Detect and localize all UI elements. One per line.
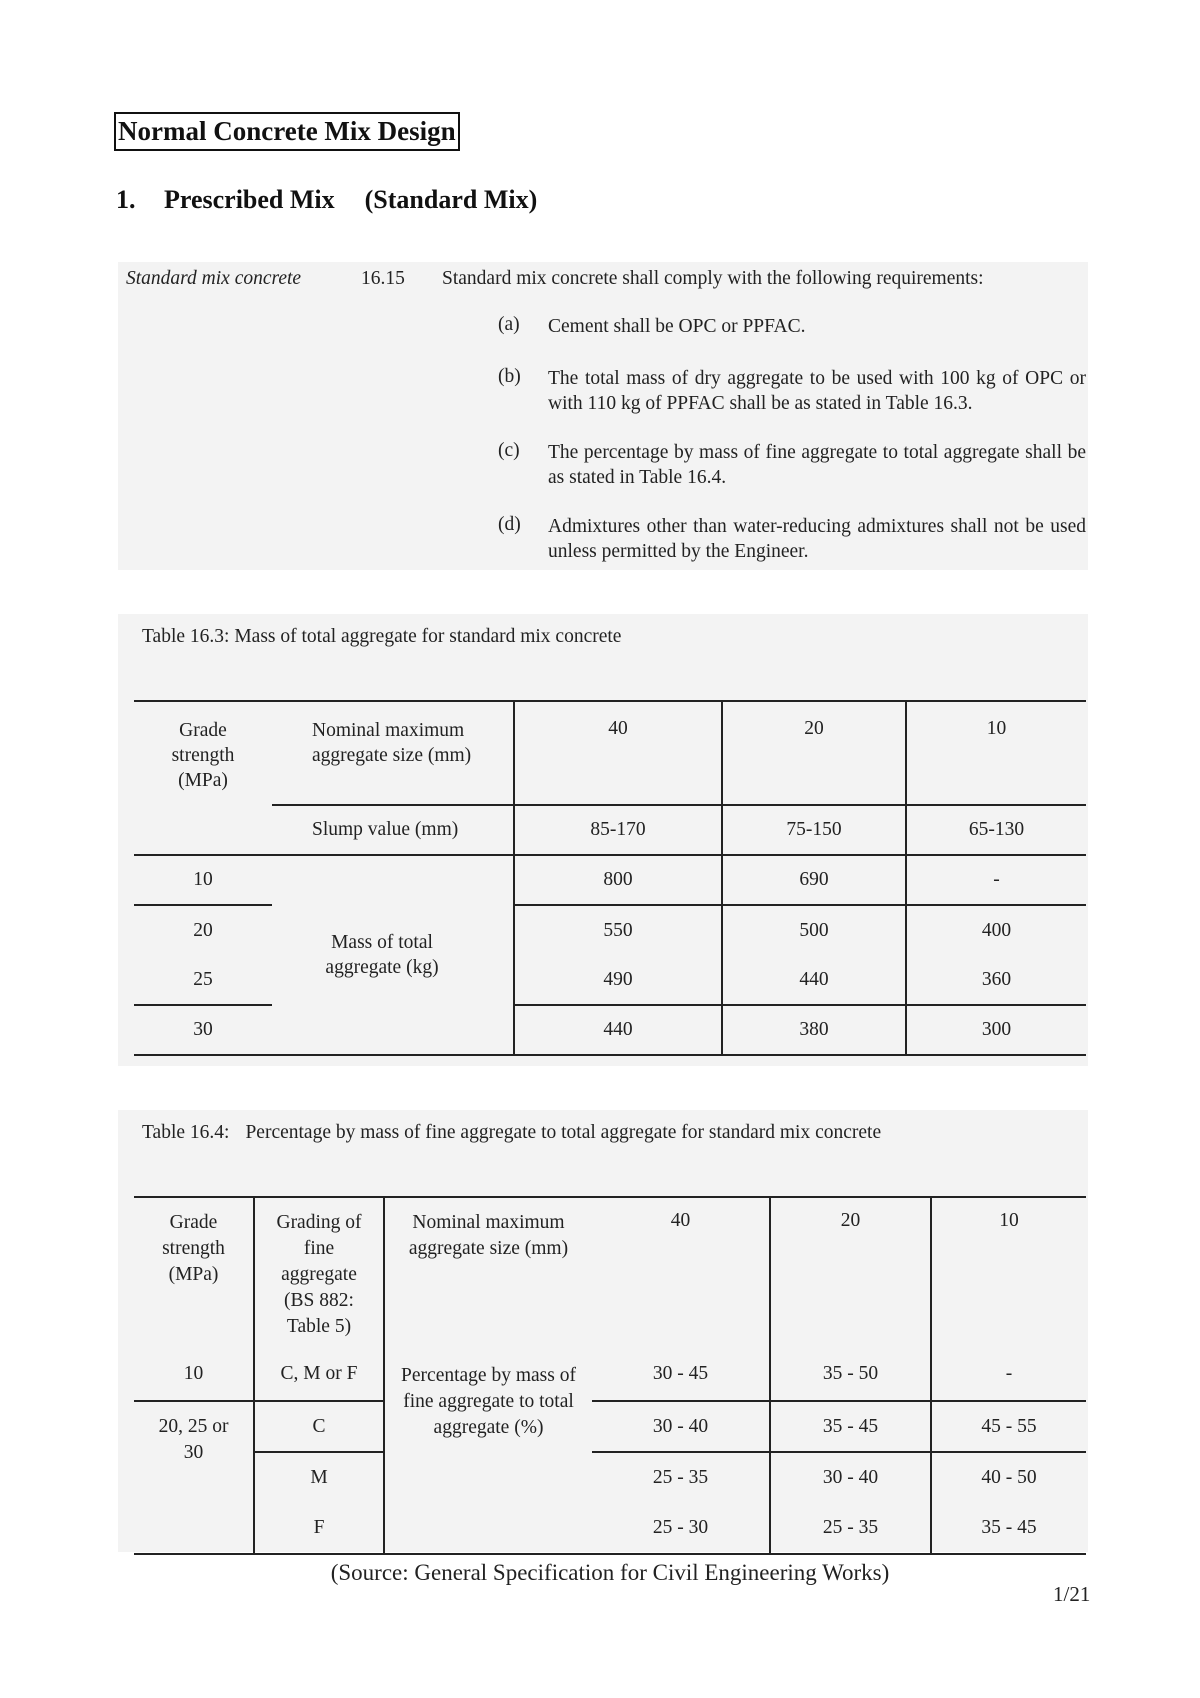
value-cell: 550 <box>514 905 722 955</box>
value-cell: 30 - 40 <box>770 1452 931 1503</box>
size-header: 20 <box>770 1197 931 1361</box>
spec-item-text: The percentage by mass of fine aggregate to total aggregate shall be as stated in Table 16.4. <box>548 442 1086 488</box>
value-cell: 800 <box>514 855 722 905</box>
table-16-4-caption-number: Table 16.4: <box>142 1122 230 1143</box>
value-cell: 25 - 35 <box>592 1452 770 1503</box>
value-cell: 25 - 30 <box>592 1503 770 1554</box>
grade-cell: 30 <box>134 1005 272 1055</box>
value-cell: - <box>906 855 1086 905</box>
grade-cell: 10 <box>134 855 272 905</box>
value-cell: 400 <box>906 905 1086 955</box>
value-cell: 30 - 45 <box>652 1363 709 1384</box>
grade-group-cell: 20, 25 or 30 <box>134 1401 254 1554</box>
grading-cell: F <box>254 1503 384 1554</box>
grade-cell: 25 <box>193 968 213 990</box>
grading-cell: M <box>254 1452 384 1503</box>
value-cell: 490 <box>514 955 722 1005</box>
spec-item-text: Cement shall be OPC or PPFAC. <box>548 316 806 337</box>
value-cell: 440 <box>722 955 906 1005</box>
table-16-3-caption: Table 16.3: Mass of total aggregate for standard mix concrete <box>142 626 622 647</box>
value-cell: 35 - 45 <box>770 1401 931 1452</box>
slump-value: 85-170 <box>514 805 722 855</box>
spec-intro: Standard mix concrete shall comply with the following requirements: <box>442 268 984 289</box>
value-cell: 45 - 55 <box>931 1401 1086 1452</box>
table-16-4-caption-text: Percentage by mass of fine aggregate to total aggregate for standard mix concrete <box>245 1122 882 1143</box>
slump-value: 75-150 <box>722 805 906 855</box>
slump-label: Slump value (mm) <box>272 805 514 855</box>
size-header: 10 <box>931 1197 1086 1361</box>
grading-cell: C <box>254 1401 384 1452</box>
page-number: 1/21 <box>1053 1582 1091 1606</box>
grade-strength-header: Grade strength (MPa) <box>134 701 272 855</box>
size-header: 40 <box>592 1197 770 1361</box>
slump-value: 65-130 <box>906 805 1086 855</box>
grade-strength-header: Grade strength (MPa) <box>134 1197 254 1361</box>
spec-item-text: Admixtures other than water-reducing admixtures shall not be used unless permitted by the Engineer. <box>548 516 1086 562</box>
grade-cell: 20 <box>134 905 272 955</box>
section-name: Prescribed Mix <box>164 185 335 214</box>
mass-label: Mass of total aggregate (kg) <box>272 855 514 1055</box>
value-cell: 30 - 40 <box>592 1401 770 1452</box>
value-cell: 440 <box>514 1005 722 1055</box>
value-cell: 500 <box>722 905 906 955</box>
spec-item-text: The total mass of dry aggregate to be used with 100 kg of OPC or with 110 kg of PPFAC shall be as stated in Table 16.3. <box>548 368 1086 414</box>
spec-clause-number: 16.15 <box>361 268 405 289</box>
grading-cell: C, M or F <box>254 1361 384 1401</box>
size-header: 40 <box>514 701 722 805</box>
percentage-label: Percentage by mass of fine aggregate to total aggregate (%) <box>384 1361 592 1554</box>
size-header: 10 <box>906 701 1086 805</box>
source-note: (Source: General Specification for Civil Engineering Works) <box>330 1560 890 1585</box>
size-header: 20 <box>722 701 906 805</box>
nominal-size-header: Nominal maximum aggregate size (mm) <box>272 701 514 805</box>
section-number: 1. <box>116 185 136 214</box>
spec-label: Standard mix concrete <box>126 268 302 289</box>
spec-item-letter: (d) <box>498 514 521 535</box>
value-cell: 40 - 50 <box>931 1452 1086 1503</box>
section-heading <box>116 183 537 217</box>
value-cell: 300 <box>906 1005 1086 1055</box>
spec-clause-block <box>118 262 1088 570</box>
spec-item-letter: (c) <box>498 440 520 461</box>
grade-cell: 10 <box>183 1363 204 1384</box>
table-16-3 <box>134 700 1086 1056</box>
value-cell: 25 - 35 <box>770 1503 931 1554</box>
table-16-3-block <box>118 614 1088 1066</box>
section-alt-name: (Standard Mix) <box>364 185 538 214</box>
value-cell: 690 <box>722 855 906 905</box>
value-cell: 35 - 45 <box>931 1503 1086 1554</box>
table-16-4 <box>134 1196 1086 1555</box>
value-cell: 380 <box>722 1005 906 1055</box>
value-cell: 35 - 50 <box>770 1361 931 1401</box>
value-cell: 360 <box>906 955 1086 1005</box>
grading-header: Grading of fine aggregate (BS 882: Table 5) <box>254 1197 384 1361</box>
spec-item-letter: (a) <box>498 314 520 335</box>
document-title: Normal Concrete Mix Design <box>114 112 460 151</box>
value-cell: - <box>931 1361 1086 1401</box>
nominal-size-header: Nominal maximum aggregate size (mm) <box>384 1197 592 1361</box>
table-16-4-caption <box>142 1122 881 1144</box>
spec-item-letter: (b) <box>498 366 521 387</box>
table-16-4-block <box>118 1110 1088 1552</box>
